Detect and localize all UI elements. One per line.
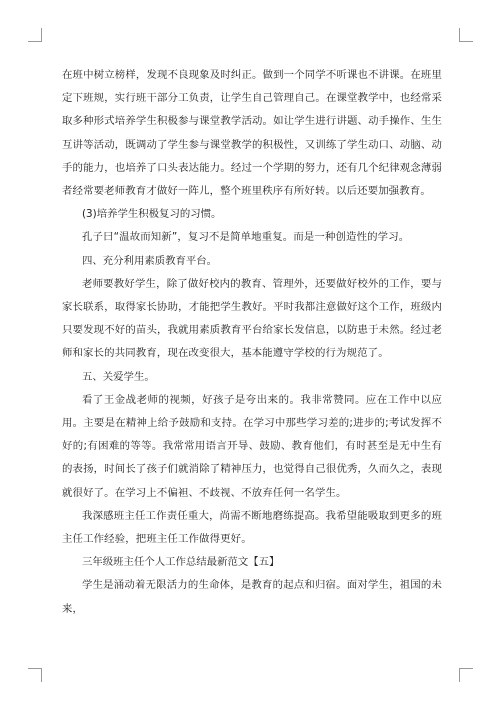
crop-mark-top-right-v [459, 28, 460, 42]
crop-mark-top-right-h [459, 41, 473, 42]
crop-mark-top-left-v [41, 28, 42, 42]
section-heading: 五、关爱学生。 [82, 370, 155, 383]
body-paragraph: 看了王金战老师的视频，好孩子是夸出来的。我非常赞同。应在工作中以应用。主要是在精神上给予鼓励和支持。在学习中那些学习差的;进步的;考试发挥不好的;有困难的等等。我常常用语言开导、鼓励、教育他们，有时甚至是无中生有的表扬，时间长了孩子们就消除了精神压力，也觉得自己很优秀，久而久之，表现就很好了。在学习上不偏袒、不歧视、不放弃任何一名学生。 [62, 393, 442, 499]
body-paragraph: 学生是涌动着无限活力的生命体，是教育的起点和归宿。面对学生，祖国的未来， [62, 579, 442, 615]
body-paragraph: 在班中树立榜样，发现不良现象及时纠正。做到一个同学不听课也不讲课。在班里定下班规，实行班干部分工负责，让学生自己管理自己。在课堂教学中，也经常采取多种形式培养学生积极参与课堂教学活动。如让学生进行讲题、动手操作、生生互讲等活动，既调动了学生参与课堂教学的积极性，又训练了学生动口、动脑、动手的能力，也培养了口头表达能力。经过一个学期的努力，还有几个纪律观念薄弱者经常要老师教育才做好一阵儿，整个班里秩序有所好转。以后还要加强教育。 [62, 69, 442, 198]
body-paragraph: 老师要教好学生，除了做好校内的教育、管理外，还要做好校外的工作，要与家长联系，取得家长协助，才能把学生教好。平时我都注意做好这个工作，班级内只要发现不好的苗头，我就用素质教育平台给家长发信息，以防患于未然。经过老师和家长的共同教育，现在改变很大，基本能遵守学校的行为规范了。 [62, 277, 442, 360]
subheading: (3)培养学生积极复习的习惯。 [82, 208, 222, 221]
crop-mark-bottom-left-v [41, 668, 42, 682]
body-paragraph: 我深感班主任工作责任重大，尚需不断地磨练提高。我希望能吸取到更多的班主任工作经验，把班主任工作做得更好。 [62, 509, 442, 546]
section-heading: 四、充分利用素质教育平台。 [82, 254, 218, 267]
body-paragraph: 孔子曰“温故而知新”，复习不是简单地重复。而是一种创造性的学习。 [82, 231, 410, 244]
crop-mark-top-left-h [28, 41, 42, 42]
crop-mark-bottom-left-h [28, 668, 42, 669]
crop-mark-bottom-right-h [459, 668, 473, 669]
document-body [62, 64, 442, 621]
article-title: 三年级班主任个人工作总结最新范文【五】 [82, 556, 280, 569]
crop-mark-bottom-right-v [459, 668, 460, 682]
